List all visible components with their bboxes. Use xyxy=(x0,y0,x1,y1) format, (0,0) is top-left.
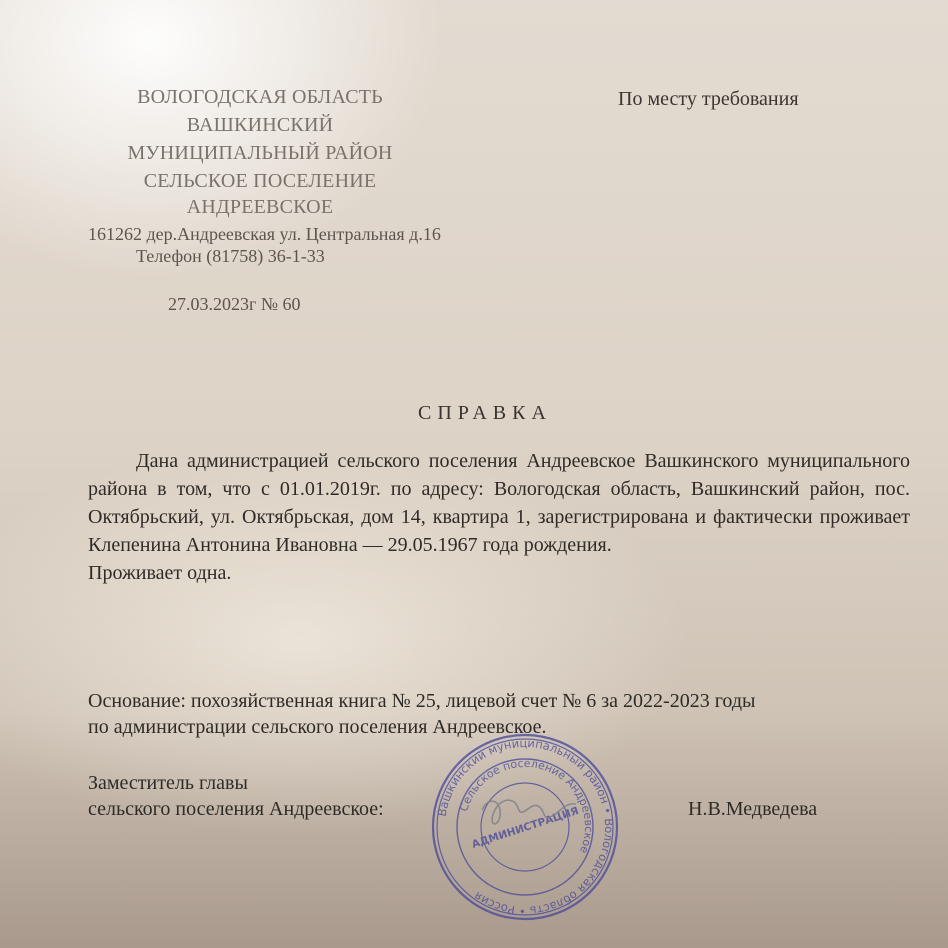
body-note: Проживает одна. xyxy=(88,562,232,584)
document-date-number: 27.03.2023г № 60 xyxy=(168,294,301,314)
stamp-center-text: АДМИНИСТРАЦИЯ xyxy=(470,805,581,851)
header-address: 161262 дер.Андреевская ул. Центральная д.16 xyxy=(88,224,441,244)
header-settlement-name: АНДРЕЕВСКОЕ xyxy=(186,196,334,218)
document-body xyxy=(88,447,910,587)
header-district-name: ВАШКИНСКИЙ xyxy=(186,114,334,136)
header-settlement-type: СЕЛЬСКОЕ ПОСЕЛЕНИЕ xyxy=(143,170,377,192)
body-paragraph: Дана администрацией сельского поселения Андреевское Вашкинского муниципального района в том, что с 01.01.2019г. по адресу: Вологодская область, Вашкинский район, пос. Октябрьский, ул. Октябрьская, дом 14, квартира 1, зарегистрирована и фактически проживает Клепенина Антонина Ивановна — 29.05.1967 года рождения. xyxy=(88,450,910,556)
stamp-inner-text: Сельское поселение Андреевское xyxy=(457,756,596,856)
signatory-position-1: Заместитель главы xyxy=(88,772,248,794)
basis-line-1: Основание: похозяйственная книга № 25, лицевой счет № 6 за 2022-2023 годы xyxy=(88,690,756,712)
header-region: ВОЛОГОДСКАЯ ОБЛАСТЬ xyxy=(137,86,383,108)
official-stamp xyxy=(430,732,620,922)
recipient: По месту требования xyxy=(618,88,799,110)
header-phone: Телефон (81758) 36-1-33 xyxy=(136,246,325,266)
signatory-name: Н.В.Медведева xyxy=(688,798,818,820)
stamp-outer-text: Вашкинский муниципальный район • Вологодская область • Россия xyxy=(434,735,617,919)
signatory-position-2: сельского поселения Андреевское: xyxy=(88,798,384,820)
basis-line-2: по администрации сельского поселения Андреевское. xyxy=(88,716,547,738)
document-title: СПРАВКА xyxy=(418,402,552,424)
header-district-type: МУНИЦИПАЛЬНЫЙ РАЙОН xyxy=(127,142,393,164)
